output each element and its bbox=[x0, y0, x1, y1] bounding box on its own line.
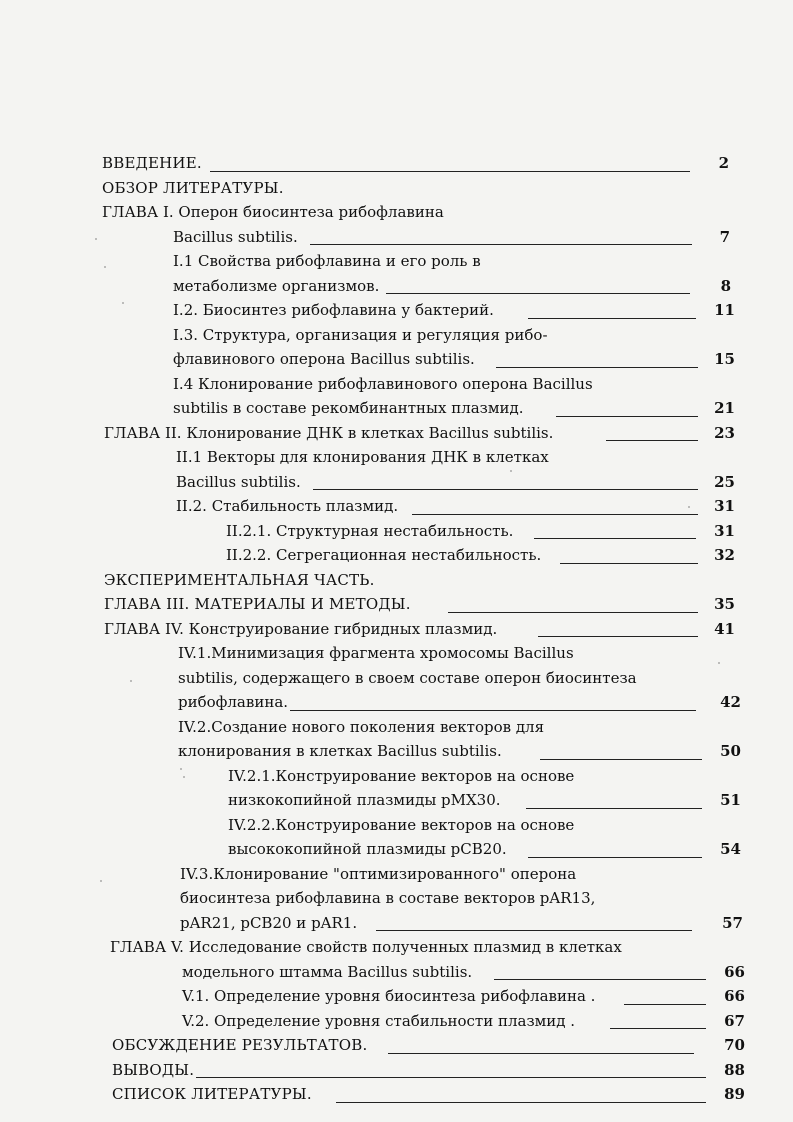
toc-entry-title: ВВЕДЕНИЕ. bbox=[102, 154, 202, 172]
toc-entry-section-5-2 bbox=[0, 1010, 793, 1034]
toc-entry-title: флавинового оперона Bacillus subtilis. bbox=[173, 350, 475, 368]
toc-entry-title: ГЛАВА II. Клонирование ДНК в клетках Bacillus subtilis. bbox=[104, 423, 554, 442]
toc-entry-section-1-3 bbox=[0, 324, 793, 348]
toc-entry-title: II.2.1. Структурная нестабильность. bbox=[226, 521, 514, 540]
toc-entry-title: СПИСОК ЛИТЕРАТУРЫ. bbox=[112, 1085, 312, 1103]
toc-entry-page: 11 bbox=[714, 301, 735, 319]
toc-entry-section-4-2-cont bbox=[0, 740, 793, 764]
leader-line bbox=[196, 1077, 706, 1078]
toc-entry-section-2-2-1 bbox=[0, 520, 793, 544]
toc-entry-chapter-1-cont bbox=[0, 226, 793, 250]
leader-line bbox=[386, 293, 690, 294]
toc-entry-page: 21 bbox=[714, 399, 735, 417]
toc-entry-title: IV.3.Клонирование "оптимизированного" оперона bbox=[180, 864, 577, 883]
toc-entry-title: pAR21, pCB20 и pAR1. bbox=[180, 913, 358, 932]
toc-entry-title: ОБЗОР ЛИТЕРАТУРЫ. bbox=[102, 178, 284, 197]
toc-entry-section-4-2-1 bbox=[0, 765, 793, 789]
toc-entry-title: I.4 Клонирование рибофлавинового оперона Bacillus bbox=[173, 374, 593, 393]
leader-line bbox=[528, 857, 702, 858]
scan-speck bbox=[718, 662, 720, 664]
toc-entry-page: 32 bbox=[714, 546, 735, 564]
toc-entry-page: 25 bbox=[714, 472, 735, 491]
toc-entry-title: метаболизме организмов. bbox=[173, 276, 380, 295]
toc-entry-page: 88 bbox=[724, 1060, 745, 1079]
scan-speck bbox=[183, 776, 185, 778]
toc-entry-title: низкокопийной плазмиды pMX30. bbox=[228, 791, 501, 809]
toc-entry-chapter-3 bbox=[0, 593, 793, 617]
toc-entry-chapter-4 bbox=[0, 618, 793, 642]
toc-entry-chapter-5-cont bbox=[0, 961, 793, 985]
scan-speck bbox=[100, 880, 102, 882]
toc-entry-conclusions bbox=[0, 1059, 793, 1083]
scan-speck bbox=[122, 302, 124, 304]
toc-entry-section-4-3-end bbox=[0, 912, 793, 936]
toc-entry-chapter-2 bbox=[0, 422, 793, 446]
leader-line bbox=[526, 808, 702, 809]
leader-line bbox=[210, 171, 690, 172]
toc-entry-section-1-1-cont bbox=[0, 275, 793, 299]
toc-entry-experimental bbox=[0, 569, 793, 593]
toc-entry-title: модельного штамма Bacillus subtilis. bbox=[182, 962, 473, 981]
scan-speck bbox=[104, 266, 106, 268]
leader-line bbox=[540, 759, 702, 760]
toc-entry-page: 23 bbox=[714, 423, 735, 442]
leader-line bbox=[388, 1053, 694, 1054]
leader-line bbox=[538, 636, 698, 637]
toc-entry-title: высококопийной плазмиды pCB20. bbox=[228, 840, 507, 858]
toc-entry-page: 31 bbox=[714, 497, 735, 515]
toc-entry-section-4-2-1-cont bbox=[0, 789, 793, 813]
toc-entry-section-5-1 bbox=[0, 985, 793, 1009]
toc-entry-title: V.1. Определение уровня биосинтеза рибофлавина . bbox=[182, 987, 596, 1005]
leader-line bbox=[606, 440, 698, 441]
toc-entry-page: 8 bbox=[720, 276, 731, 295]
toc-entry-title: биосинтеза рибофлавина в составе векторов pAR13, bbox=[180, 889, 596, 907]
toc-entry-section-4-3-cont bbox=[0, 887, 793, 911]
toc-entry-chapter-5 bbox=[0, 936, 793, 960]
toc-entry-title: ГЛАВА III. МАТЕРИАЛЫ И МЕТОДЫ. bbox=[104, 595, 411, 613]
leader-line bbox=[310, 244, 692, 245]
leader-line bbox=[494, 979, 706, 980]
toc-entry-title: I.2. Биосинтез рибофлавина у бактерий. bbox=[173, 301, 494, 319]
toc-entry-section-4-2 bbox=[0, 716, 793, 740]
toc-entry-page: 41 bbox=[714, 619, 735, 638]
toc-entry-discussion bbox=[0, 1034, 793, 1058]
leader-line bbox=[556, 416, 698, 417]
toc-entry-title: II.1 Векторы для клонирования ДНК в клетках bbox=[176, 448, 549, 466]
table-of-contents bbox=[0, 150, 793, 1103]
scan-speck bbox=[688, 506, 690, 508]
toc-entry-section-4-2-2 bbox=[0, 814, 793, 838]
leader-line bbox=[624, 1004, 706, 1005]
leader-line bbox=[528, 318, 696, 319]
toc-entry-page: 7 bbox=[719, 227, 730, 246]
leader-line bbox=[534, 538, 696, 539]
toc-entry-introduction bbox=[0, 152, 793, 176]
toc-entry-title: V.2. Определение уровня стабильности плазмид . bbox=[182, 1011, 576, 1030]
toc-entry-title: ГЛАВА I. Оперон биосинтеза рибофлавина bbox=[102, 203, 444, 221]
toc-entry-page: 51 bbox=[720, 791, 741, 809]
toc-entry-page: 35 bbox=[714, 595, 735, 613]
toc-entry-title: subtilis, содержащего в своем составе оперон биосинтеза bbox=[178, 668, 637, 687]
toc-entry-page: 31 bbox=[714, 521, 735, 540]
leader-line bbox=[496, 367, 698, 368]
toc-entry-title: I.3. Структура, организация и регуляция рибо- bbox=[173, 325, 548, 344]
toc-entry-section-2-2 bbox=[0, 495, 793, 519]
leader-line bbox=[313, 489, 698, 490]
scan-speck bbox=[180, 768, 182, 770]
toc-entry-page: 66 bbox=[724, 962, 745, 981]
toc-entry-section-1-3-cont bbox=[0, 348, 793, 372]
toc-entry-title: ВЫВОДЫ. bbox=[112, 1060, 195, 1079]
toc-entry-title: I.1 Свойства рибофлавина и его роль в bbox=[173, 252, 481, 270]
toc-entry-title: рибофлавина. bbox=[178, 693, 289, 711]
toc-entry-title: Bacillus subtilis. bbox=[173, 227, 298, 246]
leader-line bbox=[336, 1102, 706, 1103]
toc-entry-title: IV.1.Минимизация фрагмента хромосомы Bacillus bbox=[178, 644, 574, 662]
toc-entry-title: subtilis в составе рекомбинантных плазмид. bbox=[173, 399, 524, 417]
scan-speck bbox=[95, 238, 97, 240]
toc-entry-title: ГЛАВА IV. Конструирование гибридных плазмид. bbox=[104, 619, 498, 638]
toc-entry-title: IV.2.Создание нового поколения векторов для bbox=[178, 717, 545, 736]
toc-entry-title: ОБСУЖДЕНИЕ РЕЗУЛЬТАТОВ. bbox=[112, 1036, 368, 1054]
toc-entry-page: 2 bbox=[718, 154, 729, 172]
toc-entry-title: клонирования в клетках Bacillus subtilis. bbox=[178, 742, 502, 760]
scan-speck bbox=[130, 680, 132, 682]
toc-entry-section-1-4 bbox=[0, 373, 793, 397]
toc-entry-page: 42 bbox=[720, 693, 741, 711]
toc-entry-section-2-2-2 bbox=[0, 544, 793, 568]
toc-entry-title: II.2.2. Сегрегационная нестабильность. bbox=[226, 546, 542, 564]
leader-line bbox=[560, 563, 698, 564]
leader-line bbox=[376, 930, 692, 931]
toc-entry-title: II.2. Стабильность плазмид. bbox=[176, 497, 399, 515]
leader-line bbox=[610, 1028, 706, 1029]
toc-entry-title: IV.2.1.Конструирование векторов на основе bbox=[228, 766, 575, 785]
toc-entry-page: 67 bbox=[724, 1011, 745, 1030]
toc-entry-section-2-1-cont bbox=[0, 471, 793, 495]
toc-entry-chapter-1 bbox=[0, 201, 793, 225]
toc-entry-literature-review bbox=[0, 177, 793, 201]
toc-entry-title: ЭКСПЕРИМЕНТАЛЬНАЯ ЧАСТЬ. bbox=[104, 570, 375, 589]
toc-entry-page: 66 bbox=[724, 987, 745, 1005]
toc-entry-page: 50 bbox=[720, 742, 741, 760]
toc-entry-section-4-1-end bbox=[0, 691, 793, 715]
toc-entry-page: 89 bbox=[724, 1085, 745, 1103]
toc-entry-page: 15 bbox=[714, 350, 735, 368]
toc-entry-section-1-4-cont bbox=[0, 397, 793, 421]
toc-entry-section-4-3 bbox=[0, 863, 793, 887]
toc-entry-page: 57 bbox=[722, 913, 743, 932]
toc-entry-section-4-1-cont bbox=[0, 667, 793, 691]
toc-entry-section-4-2-2-cont bbox=[0, 838, 793, 862]
toc-entry-title: IV.2.2.Конструирование векторов на основе bbox=[228, 815, 575, 834]
toc-entry-title: ГЛАВА V. Исследование свойств полученных плазмид в клетках bbox=[110, 938, 622, 956]
toc-entry-references bbox=[0, 1083, 793, 1107]
toc-entry-section-1-1 bbox=[0, 250, 793, 274]
toc-entry-page: 54 bbox=[720, 840, 741, 858]
toc-entry-title: Bacillus subtilis. bbox=[176, 472, 301, 491]
toc-entry-section-1-2 bbox=[0, 299, 793, 323]
scan-speck bbox=[510, 470, 512, 472]
leader-line bbox=[448, 612, 698, 613]
leader-line bbox=[412, 514, 698, 515]
toc-entry-section-4-1 bbox=[0, 642, 793, 666]
leader-line bbox=[290, 710, 696, 711]
toc-entry-page: 70 bbox=[724, 1036, 745, 1054]
toc-entry-section-2-1 bbox=[0, 446, 793, 470]
